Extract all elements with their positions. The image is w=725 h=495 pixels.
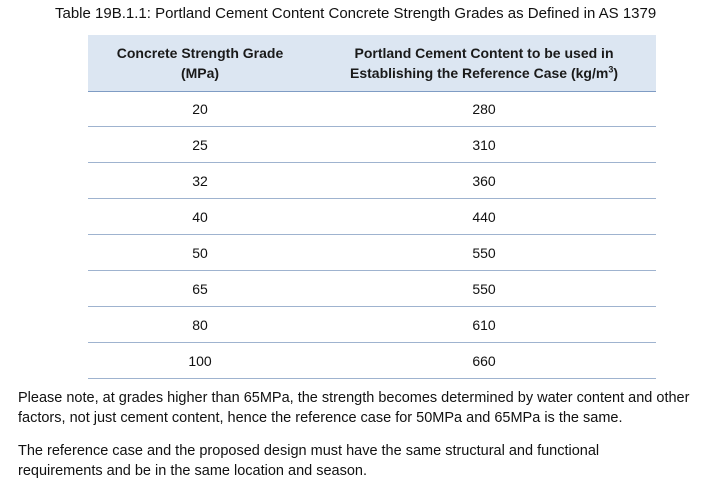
table-caption: Table 19B.1.1: Portland Cement Content Concrete Strength Grades as Defined in AS 1379 (55, 5, 657, 22)
note-reference-case: The reference case and the proposed design must have the same structural and functional requirements and be in the same location and season. (18, 443, 600, 479)
header-strength-grade-line2: (MPa) (180, 65, 220, 81)
header-cement-content (312, 35, 656, 92)
header-strength-grade (88, 35, 312, 92)
grade-cell: 40 (88, 199, 312, 235)
table-row (88, 127, 656, 163)
content-cell: 280 (312, 92, 656, 127)
table-row (88, 343, 656, 379)
table-row (88, 235, 656, 271)
content-cell: 550 (312, 271, 656, 307)
content-cell: 660 (312, 343, 656, 379)
grade-cell: 50 (88, 235, 312, 271)
table-row (88, 307, 656, 343)
header-strength-grade-line1: Concrete Strength Grade (116, 45, 284, 61)
table-row (88, 199, 656, 235)
content-cell: 440 (312, 199, 656, 235)
content-cell: 610 (312, 307, 656, 343)
grade-cell: 65 (88, 271, 312, 307)
grade-cell: 100 (88, 343, 312, 379)
table-header-row (88, 35, 656, 92)
table-row (88, 271, 656, 307)
header-unit-superscript: 3 (608, 64, 614, 75)
table-row (88, 92, 656, 127)
header-cement-content-line2: Establishing the Reference Case (kg/m (350, 65, 609, 81)
header-close-paren: ) (613, 65, 618, 81)
content-cell: 360 (312, 163, 656, 199)
content-cell: 310 (312, 127, 656, 163)
note-grade-threshold: Please note, at grades higher than 65MPa, the strength becomes determined by water content and other factors, not just cement content, hence the reference case for 50MPa and 65MPa is the same. (18, 390, 690, 426)
header-cement-content-line1: Portland Cement Content to be used in (354, 45, 614, 61)
grade-cell: 32 (88, 163, 312, 199)
grade-cell: 25 (88, 127, 312, 163)
table-row (88, 163, 656, 199)
cement-content-table (88, 35, 656, 379)
content-cell: 550 (312, 235, 656, 271)
grade-cell: 80 (88, 307, 312, 343)
grade-cell: 20 (88, 92, 312, 127)
